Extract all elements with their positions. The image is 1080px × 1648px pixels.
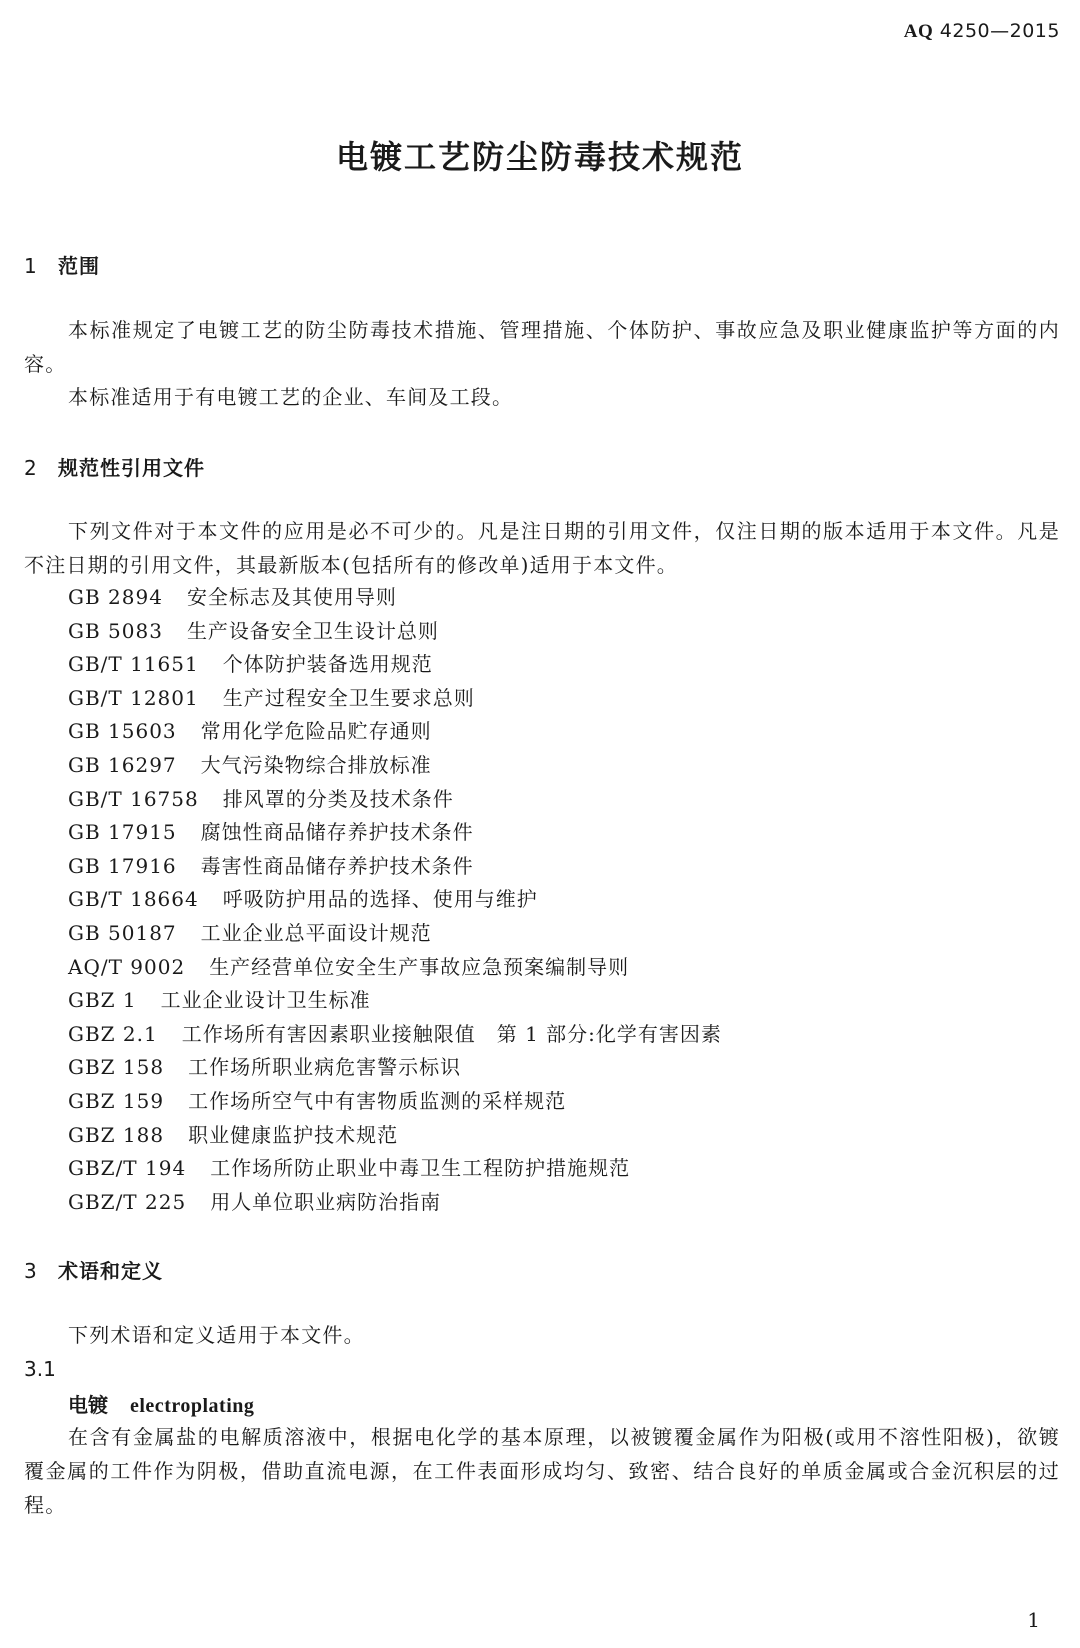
reference-code: GBZ 158 <box>68 1055 165 1080</box>
reference-title: 毒害性商品储存养护技术条件 <box>200 853 474 878</box>
reference-code: GB/T 12801 <box>68 685 199 710</box>
reference-code: GBZ/T 225 <box>68 1189 187 1214</box>
reference-title: 排风罩的分类及技术条件 <box>222 786 454 811</box>
reference-title: 生产设备安全卫生设计总则 <box>186 618 439 643</box>
reference-item <box>68 917 722 951</box>
reference-item <box>68 648 722 682</box>
reference-item <box>68 749 722 783</box>
reference-code: GB 16297 <box>68 752 177 777</box>
reference-code: GB 17915 <box>68 820 177 845</box>
reference-item <box>68 1119 722 1153</box>
standard-code-number: 4250—2015 <box>939 20 1060 42</box>
standard-code <box>904 20 1060 43</box>
reference-code: GB 17916 <box>68 853 177 878</box>
reference-item <box>68 615 722 649</box>
reference-item <box>68 783 722 817</box>
standard-code-prefix: AQ <box>903 21 934 42</box>
section-3-number: 3 <box>24 1259 38 1283</box>
reference-title: 用人单位职业病防治指南 <box>210 1189 442 1214</box>
reference-title: 生产过程安全卫生要求总则 <box>222 685 475 710</box>
reference-item <box>68 715 722 749</box>
reference-title: 安全标志及其使用导则 <box>186 585 397 609</box>
reference-code: GB 5083 <box>68 618 163 643</box>
section-3-heading <box>24 1255 163 1284</box>
reference-title: 呼吸防护用品的选择、使用与维护 <box>222 887 538 912</box>
reference-title: 工业企业总平面设计规范 <box>200 920 432 945</box>
term-entry <box>68 1389 254 1418</box>
reference-title: 工作场所防止职业中毒卫生工程防护措施规范 <box>210 1156 631 1181</box>
reference-code: GB 2894 <box>68 585 163 609</box>
reference-item <box>68 1085 722 1119</box>
reference-code: GB/T 18664 <box>68 887 199 912</box>
reference-title: 工业企业设计卫生标准 <box>160 988 371 1013</box>
reference-code: GBZ 1 <box>68 988 137 1013</box>
reference-title: 常用化学危险品贮存通则 <box>200 719 432 744</box>
page-number: 1 <box>1027 1608 1040 1632</box>
reference-item <box>68 1186 722 1220</box>
section-2-title: 规范性引用文件 <box>58 456 205 480</box>
reference-item <box>68 984 722 1018</box>
reference-item <box>68 581 722 615</box>
reference-title: 工作场所职业病危害警示标识 <box>188 1055 462 1080</box>
reference-title: 大气污染物综合排放标准 <box>200 752 432 777</box>
reference-item <box>68 682 722 716</box>
section-3-intro: 下列术语和定义适用于本文件。 <box>68 1323 365 1347</box>
section-2-intro: 下列文件对于本文件的应用是必不可少的。凡是注日期的引用文件，仅注日期的版本适用于本文件。凡是不注日期的引用文件，其最新版本(包括所有的修改单)适用于本文件。 <box>24 519 1060 577</box>
reference-code: GBZ 159 <box>68 1088 165 1113</box>
reference-title: 职业健康监护技术规范 <box>188 1122 399 1147</box>
reference-code: GB 50187 <box>68 920 177 945</box>
reference-item <box>68 1152 722 1186</box>
section-1-paragraph-1: 本标准规定了电镀工艺的防尘防毒技术措施、管理措施、个体防护、事故应急及职业健康监护等方面的内容。 <box>24 318 1060 376</box>
reference-code: GBZ/T 194 <box>68 1156 187 1181</box>
reference-code: GBZ 2.1 <box>68 1021 158 1046</box>
reference-title: 工作场所有害因素职业接触限值 第 1 部分:化学有害因素 <box>181 1021 722 1046</box>
clause-number: 3.1 <box>24 1357 56 1381</box>
section-1-heading <box>24 250 100 279</box>
reference-code: GB 15603 <box>68 719 177 744</box>
term-chinese: 电镀 <box>68 1393 108 1417</box>
reference-title: 腐蚀性商品储存养护技术条件 <box>200 820 474 845</box>
reference-item <box>68 850 722 884</box>
section-2-heading <box>24 452 205 481</box>
reference-item <box>68 816 722 850</box>
reference-item <box>68 1018 722 1052</box>
section-1-paragraph-2: 本标准适用于有电镀工艺的企业、车间及工段。 <box>68 385 514 409</box>
section-3-title: 术语和定义 <box>58 1259 163 1283</box>
reference-code: GB/T 16758 <box>68 786 199 811</box>
reference-code: GBZ 188 <box>68 1122 165 1147</box>
document-title: 电镀工艺防尘防毒技术规范 <box>335 138 744 176</box>
reference-item <box>68 951 722 985</box>
reference-code: GB/T 11651 <box>68 652 199 677</box>
term-english: electroplating <box>130 1395 255 1417</box>
reference-item <box>68 883 722 917</box>
section-1-title: 范围 <box>58 254 100 278</box>
normative-reference-list <box>68 581 722 1219</box>
reference-title: 个体防护装备选用规范 <box>222 652 433 677</box>
term-definition: 在含有金属盐的电解质溶液中，根据电化学的基本原理，以被镀覆金属作为阳极(或用不溶性阳极)，欲镀覆金属的工件作为阴极，借助直流电源，在工件表面形成均匀、致密、结合良好的单质金属或合金沉积层的过程。 <box>24 1425 1060 1517</box>
reference-item <box>68 1051 722 1085</box>
section-1-number: 1 <box>24 254 38 278</box>
section-2-number: 2 <box>24 456 38 480</box>
reference-title: 生产经营单位安全生产事故应急预案编制导则 <box>209 954 630 979</box>
reference-code: AQ/T 9002 <box>68 954 186 979</box>
reference-title: 工作场所空气中有害物质监测的采样规范 <box>188 1088 567 1113</box>
